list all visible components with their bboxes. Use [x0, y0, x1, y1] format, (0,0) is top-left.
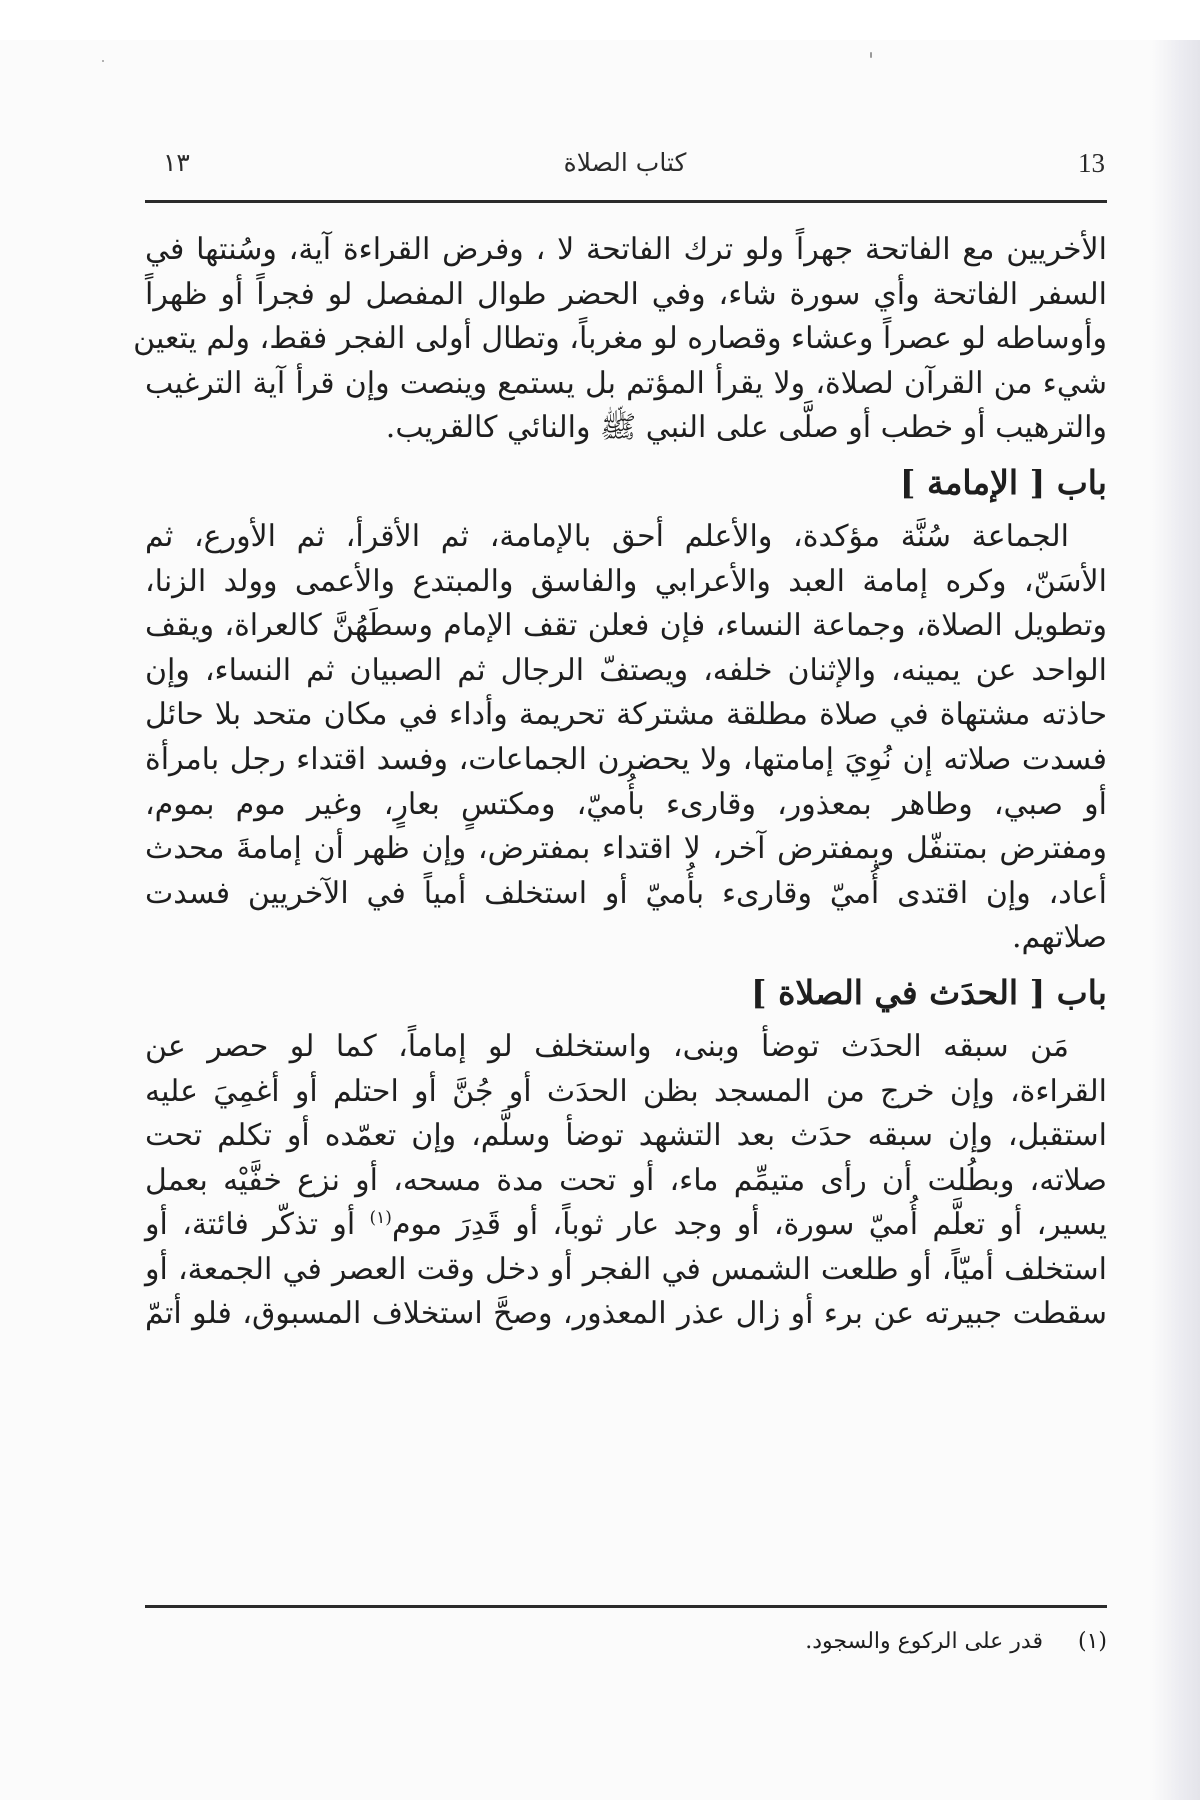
header-rule: [145, 200, 1107, 203]
footnote: [145, 1625, 1107, 1659]
text-line: أو صبي، وطاهر بمعذور، وقارىء بأُميّ، ومكتسٍ بعارٍ، وغير موم بموم،: [145, 786, 1107, 822]
text-line: حاذته مشتهاة في صلاة مطلقة مشتركة تحريمة وأداء في مكان متحد بلا حائل: [145, 697, 1107, 733]
text-line: الجماعة سُنَّة مؤكدة، والأعلم أحق بالإمامة، ثم الأقرأ، ثم الأورع، ثم: [145, 518, 1069, 554]
section-title-imamah: باب [ الإمامة ]: [899, 462, 1107, 502]
footnote-marker: (١): [1077, 1629, 1107, 1654]
page-number-arabic: ١٣: [163, 148, 190, 177]
text-line: والترهيب أو خطب أو صلَّى على النبي ﷺ والنائي كالقريب.: [385, 410, 1107, 446]
text-line: السفر الفاتحة وأي سورة شاء، وفي الحضر طوال المفصل لو فجراً أو ظهراً: [145, 276, 1107, 312]
scan-speck: [870, 52, 872, 58]
text-line: مَن سبقه الحدَث توضأ وبنى، واستخلف لو إماماً، كما لو حصر عن: [145, 1028, 1069, 1064]
text-line: ومفترض بمتنفّل وبمفترض آخر، لا اقتداء بمفترض، وإن ظهر أن إمامةَ محدث: [145, 831, 1107, 867]
text-line: فسدت صلاته إن نُوِيَ إمامتها، ولا يحضرن الجماعات، وفسد اقتداء رجل بامرأة: [145, 741, 1107, 777]
running-title: كتاب الصلاة: [563, 148, 687, 177]
text-line: وأوساطه لو عصراً وعشاء وقصاره لو مغرباً، وتطال أولى الفجر فقط، ولم يتعين: [133, 321, 1107, 357]
page-edge-shadow: [1152, 40, 1200, 1800]
text-line: الأسَنّ، وكره إمامة العبد والأعرابي والفاسق والمبتدع والأعمى وولد الزنا،: [145, 563, 1107, 599]
text-line: وتطويل الصلاة، وجماعة النساء، فإن فعلن تقف الإمام وسطَهُنَّ كالعراة، ويقف: [145, 608, 1107, 644]
text-line: الواحد عن يمينه، والإثنان خلفه، ويصتفّ الرجال ثم الصبيان ثم النساء، وإن: [145, 652, 1107, 688]
text-segment: يسير، أو تعلَّم أُميّ سورة، أو وجد عار ثوباً، أو قَدِرَ موم: [391, 1207, 1108, 1243]
footnote-rule: [145, 1605, 1107, 1608]
scan-speck: [102, 60, 104, 62]
text-line: استخلف أميّاً، أو طلعت الشمس في الفجر أو دخل وقت العصر في الجمعة، أو: [145, 1251, 1107, 1287]
footnote-reference: (١): [369, 1208, 392, 1229]
section-title-hadath: باب [ الحدَث في الصلاة ]: [751, 972, 1107, 1012]
text-line: سقطت جبيرته عن برء أو زال عذر المعذور، وصحَّ استخلاف المسبوق، فلو أتمّ: [145, 1296, 1107, 1332]
footnote-text: قدر على الركوع والسجود.: [805, 1629, 1043, 1654]
text-line: صلاتهم.: [1011, 920, 1107, 956]
main-text: [133, 228, 1108, 1337]
text-line: شيء من القرآن لصلاة، ولا يقرأ المؤتم بل يستمع وينصت وإن قرأ آية الترغيب: [145, 365, 1107, 401]
text-line: الأخريين مع الفاتحة جهراً ولو ترك الفاتحة لا ، وفرض القراءة آية، وسُنتها في: [145, 232, 1107, 267]
text-line: صلاته، وبطُلت أن رأى متيمِّم ماء، أو تحت مدة مسحه، أو نزع خفَّيْه بعمل: [145, 1162, 1107, 1198]
text-line: القراءة، وإن خرج من المسجد بظن الحدَث أو جُنَّ أو احتلم أو أغمِيَ عليه: [145, 1073, 1107, 1109]
page-header: [145, 148, 1105, 198]
text-line-with-footnote: [145, 1203, 1107, 1248]
text-segment: أو تذكّر فائتة، أو: [145, 1207, 370, 1243]
page-number-latin: 13: [1078, 148, 1105, 178]
text-line: أعاد، وإن اقتدى أُميّ وقارىء بأُميّ أو استخلف أمياً في الآخريين فسدت: [145, 875, 1107, 911]
text-line: استقبل، وإن سبقه حدَث بعد التشهد توضأ وسلَّم، وإن تعمّده أو تكلم تحت: [145, 1118, 1107, 1154]
